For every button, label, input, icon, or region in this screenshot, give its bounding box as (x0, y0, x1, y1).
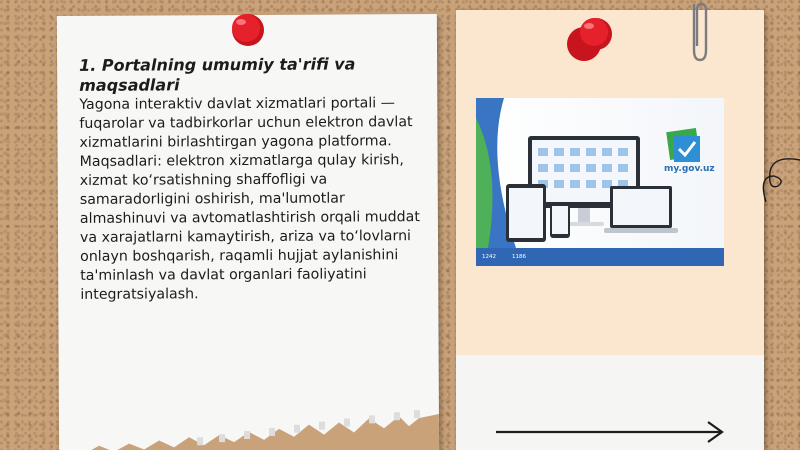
portal-brand: my.gov.uz (664, 164, 715, 174)
portal-screenshot (476, 98, 724, 266)
portal-footer (476, 248, 724, 266)
devices-illustration (476, 98, 724, 266)
slide-body: Yagona interaktiv davlat xizmatlari portali — fuqarolar va tadbirkorlar uchun elektron davlat xizmatlarini birlashtirgan yagona platforma. Maqsadlari: elektron xizmatlarga qulay kirish, xizmat ko‘rsatishning shaffofligi va samaradorligini oshirish, ma'lumotlar almashinuvi va avtomatlashtirish orqali muddat va xarajatlarni kamaytirish, ariza va to‘lovlarni onlayn boshqarish, raqamli hujjat aylanishini ta'minlash va davlat organlari faoliyatini integratsiyalash. (79, 95, 420, 303)
torn-edge (59, 406, 439, 450)
footer-stat-left: 1242 (482, 254, 496, 260)
footer-stat-right: 1186 (512, 254, 526, 260)
slide-title: 1. Portalning umumiy ta'rifi va maqsadlari (79, 54, 356, 95)
paper-clip-icon (686, 0, 712, 64)
push-pin-icon (560, 14, 620, 68)
arrow-right-icon (494, 418, 726, 448)
note-card-left (57, 14, 439, 450)
squiggle-doodle (748, 150, 800, 210)
push-pin-icon (226, 8, 270, 52)
